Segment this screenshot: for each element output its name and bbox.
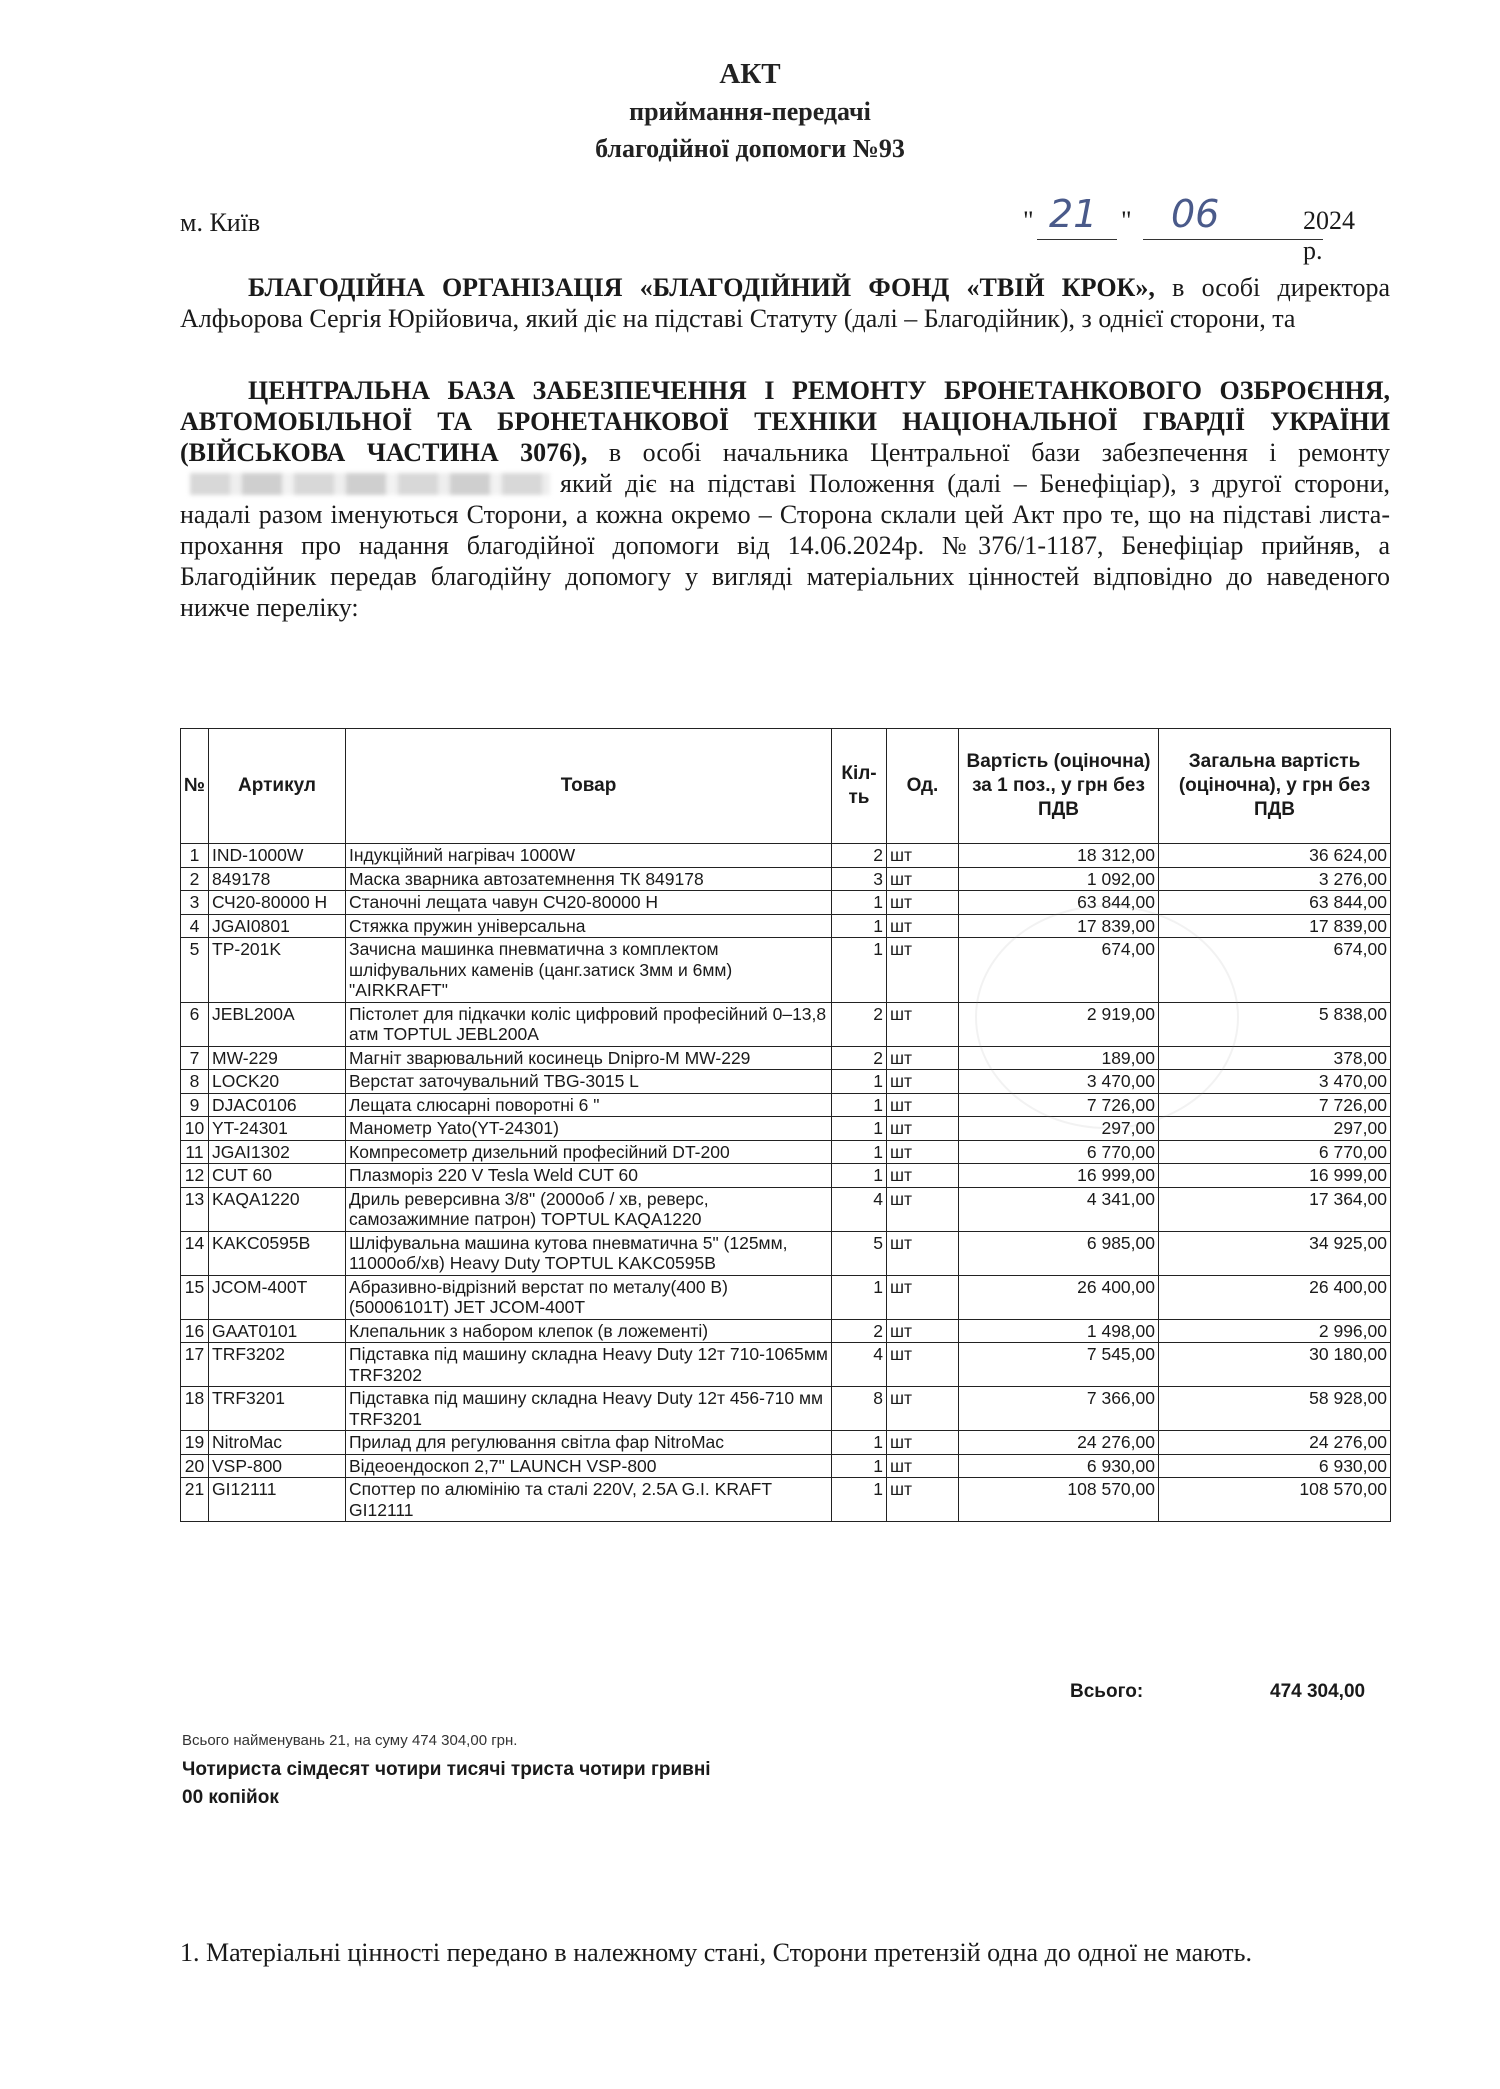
table-row <box>181 1478 1391 1522</box>
cell-sku: IND-1000W <box>209 844 346 868</box>
cell-price: 3 470,00 <box>959 1070 1159 1094</box>
cell-item: Компресометр дизельний професійний DT-200 <box>346 1140 832 1164</box>
cell-price: 7 545,00 <box>959 1343 1159 1387</box>
closing-clause: 1. Матеріальні цінності передано в належному стані, Сторони претензій одна до одної не мають. <box>180 1938 1253 1967</box>
cell-price: 16 999,00 <box>959 1164 1159 1188</box>
city: м. Київ <box>180 208 261 237</box>
cell-item: Дриль реверсивна 3/8" (2000об / хв, реверс, самозажимние патрон) TOPTUL KAQA1220 <box>346 1187 832 1231</box>
cell-total: 58 928,00 <box>1159 1387 1391 1431</box>
table-row <box>181 1387 1391 1431</box>
cell-price: 6 770,00 <box>959 1140 1159 1164</box>
cell-price: 26 400,00 <box>959 1275 1159 1319</box>
total-in-words <box>182 1756 711 1812</box>
cell-qty: 2 <box>832 1002 887 1046</box>
cell-total: 6 770,00 <box>1159 1140 1391 1164</box>
cell-qty: 1 <box>832 1140 887 1164</box>
cell-sku: MW-229 <box>209 1046 346 1070</box>
header-total: Загальна вартість (оціночна), у грн без ПДВ <box>1159 729 1391 844</box>
cell-unit: шт <box>887 1343 959 1387</box>
cell-unit: шт <box>887 1454 959 1478</box>
cell-sku: TP-201K <box>209 938 346 1003</box>
cell-total: 2 996,00 <box>1159 1319 1391 1343</box>
cell-qty: 5 <box>832 1231 887 1275</box>
cell-item: Станочні лещата чавун СЧ20-80000 Н <box>346 891 832 915</box>
cell-no: 17 <box>181 1343 209 1387</box>
header-price: Вартість (оціночна) за 1 поз., у грн без ПДВ <box>959 729 1159 844</box>
cell-qty: 2 <box>832 1319 887 1343</box>
cell-no: 8 <box>181 1070 209 1094</box>
date-year: 2024 р. <box>1303 206 1355 265</box>
cell-no: 5 <box>181 938 209 1003</box>
cell-no: 7 <box>181 1046 209 1070</box>
cell-sku: JCOM-400T <box>209 1275 346 1319</box>
cell-sku: NitroMac <box>209 1431 346 1455</box>
cell-total: 6 930,00 <box>1159 1454 1391 1478</box>
cell-sku: YT-24301 <box>209 1117 346 1141</box>
cell-unit: шт <box>887 1070 959 1094</box>
cell-unit: шт <box>887 867 959 891</box>
cell-item: Стяжка пружин універсальна <box>346 914 832 938</box>
cell-unit: шт <box>887 1478 959 1522</box>
cell-sku: VSP-800 <box>209 1454 346 1478</box>
cell-qty: 4 <box>832 1187 887 1231</box>
cell-qty: 8 <box>832 1387 887 1431</box>
cell-no: 1 <box>181 844 209 868</box>
cell-unit: шт <box>887 914 959 938</box>
cell-item: Зачисна машинка пневматична з комплектом шліфувальних каменів (цанг.затиск 3мм и 6мм) "AIRKRAFT" <box>346 938 832 1003</box>
cell-unit: шт <box>887 1140 959 1164</box>
cell-price: 297,00 <box>959 1117 1159 1141</box>
cell-unit: шт <box>887 1319 959 1343</box>
intro-party1 <box>180 272 1390 334</box>
table-row <box>181 1343 1391 1387</box>
date-month: 06 <box>1171 192 1220 236</box>
cell-item: Манометр Yato(YT-24301) <box>346 1117 832 1141</box>
redacted-name <box>190 473 550 495</box>
cell-unit: шт <box>887 1187 959 1231</box>
cell-qty: 3 <box>832 867 887 891</box>
cell-price: 18 312,00 <box>959 844 1159 868</box>
header-no: № <box>181 729 209 844</box>
cell-unit: шт <box>887 1046 959 1070</box>
cell-item: Верстат заточувальний TBG-3015 L <box>346 1070 832 1094</box>
cell-qty: 1 <box>832 914 887 938</box>
cell-unit: шт <box>887 938 959 1003</box>
cell-qty: 1 <box>832 938 887 1003</box>
cell-qty: 1 <box>832 1275 887 1319</box>
party2-name: ЦЕНТРАЛЬНА БАЗА ЗАБЕЗПЕЧЕННЯ І РЕМОНТУ БРОНЕТАНКОВОГО ОЗБРОЄННЯ, АВТОМОБІЛЬНОЇ ТА БРОНЕТАНКОВОЇ ТЕХНІКИ НАЦІОНАЛЬНОЇ ГВАРДІЇ УКРАЇНИ (ВІЙСЬКОВА ЧАСТИНА 3076), <box>180 376 1390 467</box>
cell-price: 2 919,00 <box>959 1002 1159 1046</box>
party2-text-b: який діє на підставі Положення (далі – Бенефіціар), з другої сторони, надалі разом іменуються Сторони, а кожна окремо – Сторона склали цей Акт про те, що на підставі листа-прохання про надання благодійної допомоги від 14.06.2024р. №376/1-1187, Бенефіціар прийняв, а Благодійник передав благодійну допомогу у вигляді матеріальних цінностей відповідно до наведеного нижче переліку: <box>180 469 1390 622</box>
cell-sku: TRF3202 <box>209 1343 346 1387</box>
cell-item: Підставка під машину складна Heavy Duty 12т 710-1065мм TRF3202 <box>346 1343 832 1387</box>
cell-unit: шт <box>887 1117 959 1141</box>
table-row <box>181 1431 1391 1455</box>
cell-qty: 1 <box>832 1117 887 1141</box>
cell-total: 26 400,00 <box>1159 1275 1391 1319</box>
document-subtitle-number: благодійної допомоги №93 <box>595 134 905 163</box>
cell-total: 24 276,00 <box>1159 1431 1391 1455</box>
cell-sku: KAQA1220 <box>209 1187 346 1231</box>
cell-item: Споттер по алюмінію та сталі 220V, 2.5A G.I. KRAFT GI12111 <box>346 1478 832 1522</box>
party2-text-a: в особі начальника Центральної бази забезпечення і ремонту <box>608 438 1390 467</box>
cell-no: 21 <box>181 1478 209 1522</box>
total-label: Всього: <box>1070 1681 1144 1702</box>
cell-no: 18 <box>181 1387 209 1431</box>
cell-qty: 1 <box>832 1454 887 1478</box>
table-row <box>181 1002 1391 1046</box>
cell-price: 189,00 <box>959 1046 1159 1070</box>
table-row <box>181 1093 1391 1117</box>
table-row <box>181 1231 1391 1275</box>
cell-no: 20 <box>181 1454 209 1478</box>
cell-sku: JGAI0801 <box>209 914 346 938</box>
document-title: АКТ <box>719 58 781 90</box>
table-row <box>181 1164 1391 1188</box>
cell-qty: 1 <box>832 891 887 915</box>
cell-sku: GAAT0101 <box>209 1319 346 1343</box>
cell-no: 13 <box>181 1187 209 1231</box>
items-table <box>180 728 1391 1522</box>
cell-no: 11 <box>181 1140 209 1164</box>
cell-price: 1 092,00 <box>959 867 1159 891</box>
cell-total: 36 624,00 <box>1159 844 1391 868</box>
intro-party2 <box>180 375 1390 623</box>
cell-unit: шт <box>887 1164 959 1188</box>
cell-sku: DJAC0106 <box>209 1093 346 1117</box>
cell-price: 7 726,00 <box>959 1093 1159 1117</box>
cell-total: 17 839,00 <box>1159 914 1391 938</box>
cell-item: Плазморіз 220 V Tesla Weld CUT 60 <box>346 1164 832 1188</box>
cell-no: 12 <box>181 1164 209 1188</box>
cell-qty: 1 <box>832 1093 887 1117</box>
table-row <box>181 891 1391 915</box>
cell-no: 6 <box>181 1002 209 1046</box>
cell-unit: шт <box>887 1093 959 1117</box>
party1-text: в особі директора Алфьорова Сергія Юрійовича, який діє на підставі Статуту (далі – Благодійник), з однієї сторони, та <box>180 273 1391 333</box>
cell-total: 30 180,00 <box>1159 1343 1391 1387</box>
cell-no: 3 <box>181 891 209 915</box>
cell-unit: шт <box>887 1231 959 1275</box>
cell-price: 674,00 <box>959 938 1159 1003</box>
cell-total: 63 844,00 <box>1159 891 1391 915</box>
total-words-line2: 00 копійок <box>182 1787 279 1808</box>
party1-name: БЛАГОДІЙНА ОРГАНІЗАЦІЯ «БЛАГОДІЙНИЙ ФОНД «ТВІЙ КРОК», <box>248 273 1155 302</box>
table-row <box>181 1046 1391 1070</box>
cell-no: 16 <box>181 1319 209 1343</box>
cell-qty: 1 <box>832 1070 887 1094</box>
cell-no: 19 <box>181 1431 209 1455</box>
table-row <box>181 1275 1391 1319</box>
cell-price: 6 985,00 <box>959 1231 1159 1275</box>
table-row <box>181 1319 1391 1343</box>
cell-sku: JGAI1302 <box>209 1140 346 1164</box>
cell-unit: шт <box>887 1431 959 1455</box>
cell-item: Індукційний нагрівач 1000W <box>346 844 832 868</box>
cell-sku: СЧ20-80000 Н <box>209 891 346 915</box>
table-row <box>181 1070 1391 1094</box>
cell-item: Магніт зварювальний косинець Dnipro-M MW-229 <box>346 1046 832 1070</box>
cell-qty: 1 <box>832 1164 887 1188</box>
cell-no: 4 <box>181 914 209 938</box>
total-value: 474 304,00 <box>1270 1681 1366 1702</box>
cell-unit: шт <box>887 891 959 915</box>
cell-item: Підставка під машину складна Heavy Duty 12т 456-710 мм TRF3201 <box>346 1387 832 1431</box>
document-subtitle: приймання-передачі <box>629 97 871 126</box>
cell-sku: JEBL200A <box>209 1002 346 1046</box>
cell-qty: 2 <box>832 844 887 868</box>
cell-item: Відеоендоскоп 2,7" LAUNCH VSP-800 <box>346 1454 832 1478</box>
header-sku: Артикул <box>209 729 346 844</box>
cell-unit: шт <box>887 1002 959 1046</box>
cell-price: 17 839,00 <box>959 914 1159 938</box>
cell-no: 2 <box>181 867 209 891</box>
cell-no: 10 <box>181 1117 209 1141</box>
table-row <box>181 1187 1391 1231</box>
cell-total: 17 364,00 <box>1159 1187 1391 1231</box>
cell-total: 3 276,00 <box>1159 867 1391 891</box>
cell-qty: 4 <box>832 1343 887 1387</box>
cell-unit: шт <box>887 844 959 868</box>
cell-price: 6 930,00 <box>959 1454 1159 1478</box>
cell-sku: LOCK20 <box>209 1070 346 1094</box>
cell-sku: TRF3201 <box>209 1387 346 1431</box>
cell-item: Маска зварника автозатемнення ТК 849178 <box>346 867 832 891</box>
cell-price: 108 570,00 <box>959 1478 1159 1522</box>
cell-total: 378,00 <box>1159 1046 1391 1070</box>
table-row <box>181 844 1391 868</box>
cell-price: 63 844,00 <box>959 891 1159 915</box>
cell-total: 297,00 <box>1159 1117 1391 1141</box>
cell-sku: KAKC0595B <box>209 1231 346 1275</box>
table-row <box>181 938 1391 1003</box>
cell-price: 24 276,00 <box>959 1431 1159 1455</box>
header-item: Товар <box>346 729 832 844</box>
cell-total: 108 570,00 <box>1159 1478 1391 1522</box>
table-row <box>181 1117 1391 1141</box>
cell-item: Абразивно-відрізний верстат по металу(400 В) (50006101T) JET JCOM-400T <box>346 1275 832 1319</box>
table-row <box>181 914 1391 938</box>
cell-item: Лещата слюсарні поворотні 6 " <box>346 1093 832 1117</box>
table-row <box>181 1454 1391 1478</box>
cell-qty: 1 <box>832 1478 887 1522</box>
cell-qty: 1 <box>832 1431 887 1455</box>
cell-item: Шліфувальна машина кутова пневматична 5" (125мм, 11000об/хв) Heavy Duty TOPTUL KAKC0595B <box>346 1231 832 1275</box>
total-words-line1: Чотириста сімдесят чотири тисячі триста чотири гривні <box>182 1759 711 1780</box>
cell-price: 4 341,00 <box>959 1187 1159 1231</box>
items-summary: Всього найменувань 21, на суму 474 304,00 грн. <box>182 1732 518 1749</box>
cell-total: 7 726,00 <box>1159 1093 1391 1117</box>
cell-total: 34 925,00 <box>1159 1231 1391 1275</box>
cell-price: 7 366,00 <box>959 1387 1159 1431</box>
cell-price: 1 498,00 <box>959 1319 1159 1343</box>
date-day: 21 <box>1049 192 1098 236</box>
cell-sku: CUT 60 <box>209 1164 346 1188</box>
cell-unit: шт <box>887 1275 959 1319</box>
cell-qty: 2 <box>832 1046 887 1070</box>
cell-item: Клепальник з набором клепок (в ложементі) <box>346 1319 832 1343</box>
table-row <box>181 867 1391 891</box>
cell-unit: шт <box>887 1387 959 1431</box>
cell-total: 3 470,00 <box>1159 1070 1391 1094</box>
cell-sku: GI12111 <box>209 1478 346 1522</box>
table-header-row <box>181 729 1391 844</box>
cell-item: Пістолет для підкачки коліс цифровий професійний 0–13,8 атм TOPTUL JEBL200A <box>346 1002 832 1046</box>
cell-total: 674,00 <box>1159 938 1391 1003</box>
table-row <box>181 1140 1391 1164</box>
cell-sku: 849178 <box>209 867 346 891</box>
cell-item: Прилад для регулювання світла фар NitroMac <box>346 1431 832 1455</box>
cell-no: 15 <box>181 1275 209 1319</box>
header-qty: Кіл-ть <box>832 729 887 844</box>
cell-no: 14 <box>181 1231 209 1275</box>
cell-total: 5 838,00 <box>1159 1002 1391 1046</box>
header-unit: Од. <box>887 729 959 844</box>
cell-no: 9 <box>181 1093 209 1117</box>
cell-total: 16 999,00 <box>1159 1164 1391 1188</box>
